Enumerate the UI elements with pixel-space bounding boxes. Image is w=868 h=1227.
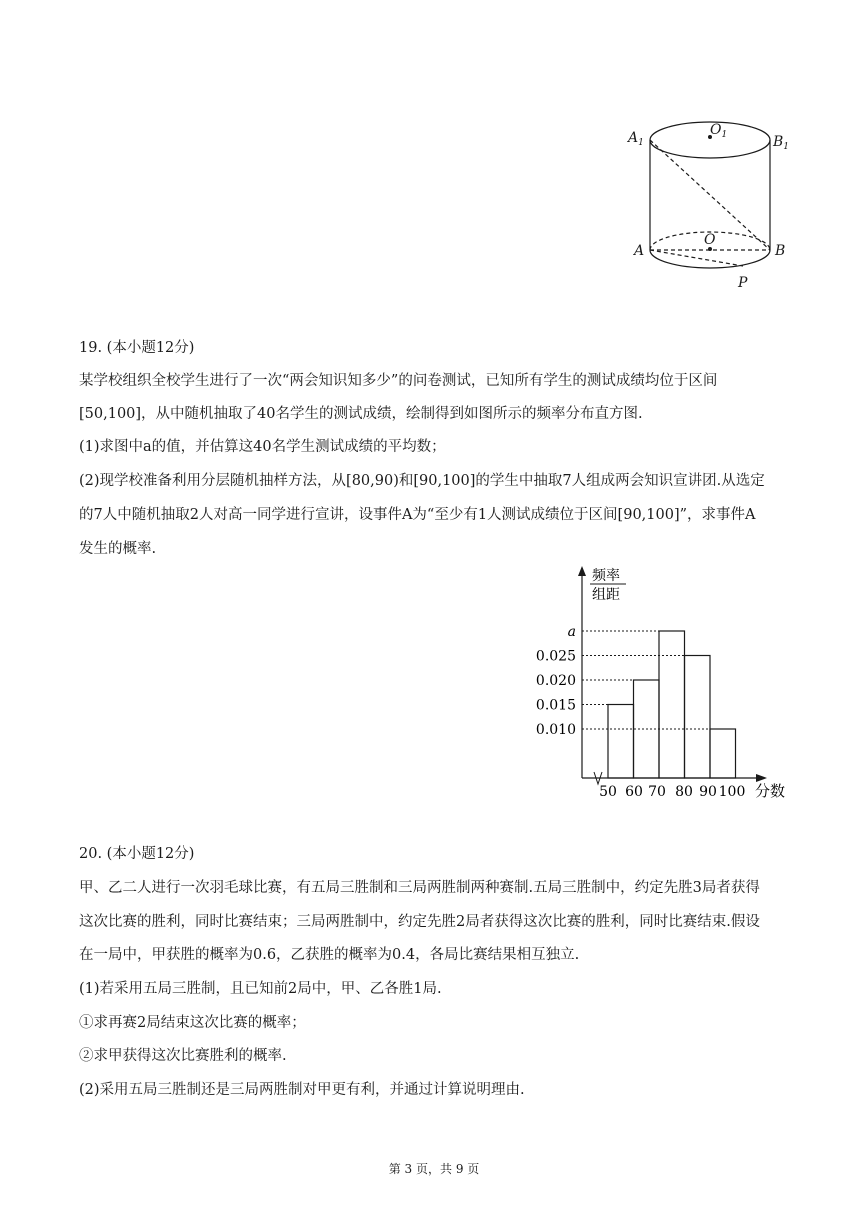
q19-header: 19. (本小题12分) (79, 340, 195, 356)
label-a: A (634, 243, 645, 259)
y-tick-label: 0.020 (535, 673, 576, 689)
q19-line-4: (2)现学校准备利用分层随机抽样方法，从[80,90)和[90,100]的学生中抽取7人组成两会知识宣讲团.从选定 (79, 473, 765, 489)
q19-line-6: 发生的概率. (79, 541, 157, 557)
x-tick-label: 100 (718, 784, 746, 800)
page-footer: 第 3 页，共 9 页 (388, 1162, 480, 1176)
label-o: O (704, 232, 716, 248)
x-tick-label: 80 (675, 784, 693, 800)
q19-line-5: 的7人中随机抽取2人对高一同学进行宣讲，设事件A为“至少有1人测试成绩位于区间[90,100]”，求事件A (79, 507, 756, 523)
label-o1: $O_1$ (710, 122, 728, 140)
label-b: B (775, 243, 786, 259)
histogram-bar (685, 656, 711, 779)
x-axis-label: 分数 (755, 782, 786, 800)
y-label-bottom: 组距 (592, 587, 620, 603)
y-label-top: 频率 (592, 568, 620, 584)
frequency-histogram (535, 560, 800, 805)
label-p: P (738, 275, 748, 291)
x-axis-arrow (756, 774, 767, 782)
q20-header: 20. (本小题12分) (79, 846, 195, 862)
q20-line-4: (1)若采用五局三胜制，且已知前2局中，甲、乙各胜1局. (79, 981, 442, 997)
y-tick-label: 0.025 (535, 648, 576, 665)
label-a1: $A_1$ (628, 130, 644, 148)
y-tick-label: 0.015 (535, 697, 576, 714)
q19-line-2: [50,100]，从中随机抽取了40名学生的测试成绩，绘制得到如图所示的频率分布直方图. (79, 406, 643, 422)
cylinder-figure (620, 110, 800, 300)
y-tick-label: a (567, 624, 576, 640)
q20-line-5: ①求再赛2局结束这次比赛的概率； (79, 1015, 306, 1031)
y-tick-label: 0.010 (535, 722, 576, 738)
histogram-bar (608, 705, 634, 779)
histogram-bar (710, 729, 736, 778)
q20-line-1: 甲、乙二人进行一次羽毛球比赛，有五局三胜制和三局两胜制两种赛制.五局三胜制中，约定先胜3局者获得 (79, 880, 760, 896)
x-tick-label: 70 (648, 784, 666, 800)
histogram-bar (659, 631, 685, 778)
q20-line-7: (2)采用五局三胜制还是三局两胜制对甲更有利，并通过计算说明理由. (79, 1082, 525, 1098)
bottom-front-arc (650, 250, 770, 268)
x-tick-label: 90 (699, 784, 717, 800)
segment-a-p (650, 250, 743, 266)
x-tick-label: 60 (625, 784, 643, 800)
x-tick-label: 50 (599, 784, 617, 800)
y-axis-arrow (578, 566, 586, 576)
q20-line-6: ②求甲获得这次比赛胜利的概率. (79, 1048, 287, 1064)
q19-line-3: (1)求图中a的值，并估算这40名学生测试成绩的平均数； (79, 439, 446, 455)
q19-line-1: 某学校组织全校学生进行了一次“两会知识知多少”的问卷测试，已知所有学生的测试成绩均位于区间 (79, 373, 718, 389)
label-b1: $B_1$ (773, 134, 790, 152)
q20-line-2: 这次比赛的胜利，同时比赛结束；三局两胜制中，约定先胜2局者获得这次比赛的胜利，同时比赛结束.假设 (79, 914, 760, 930)
q20-line-3: 在一局中，甲获胜的概率为0.6，乙获胜的概率为0.4，各局比赛结果相互独立. (79, 947, 580, 963)
